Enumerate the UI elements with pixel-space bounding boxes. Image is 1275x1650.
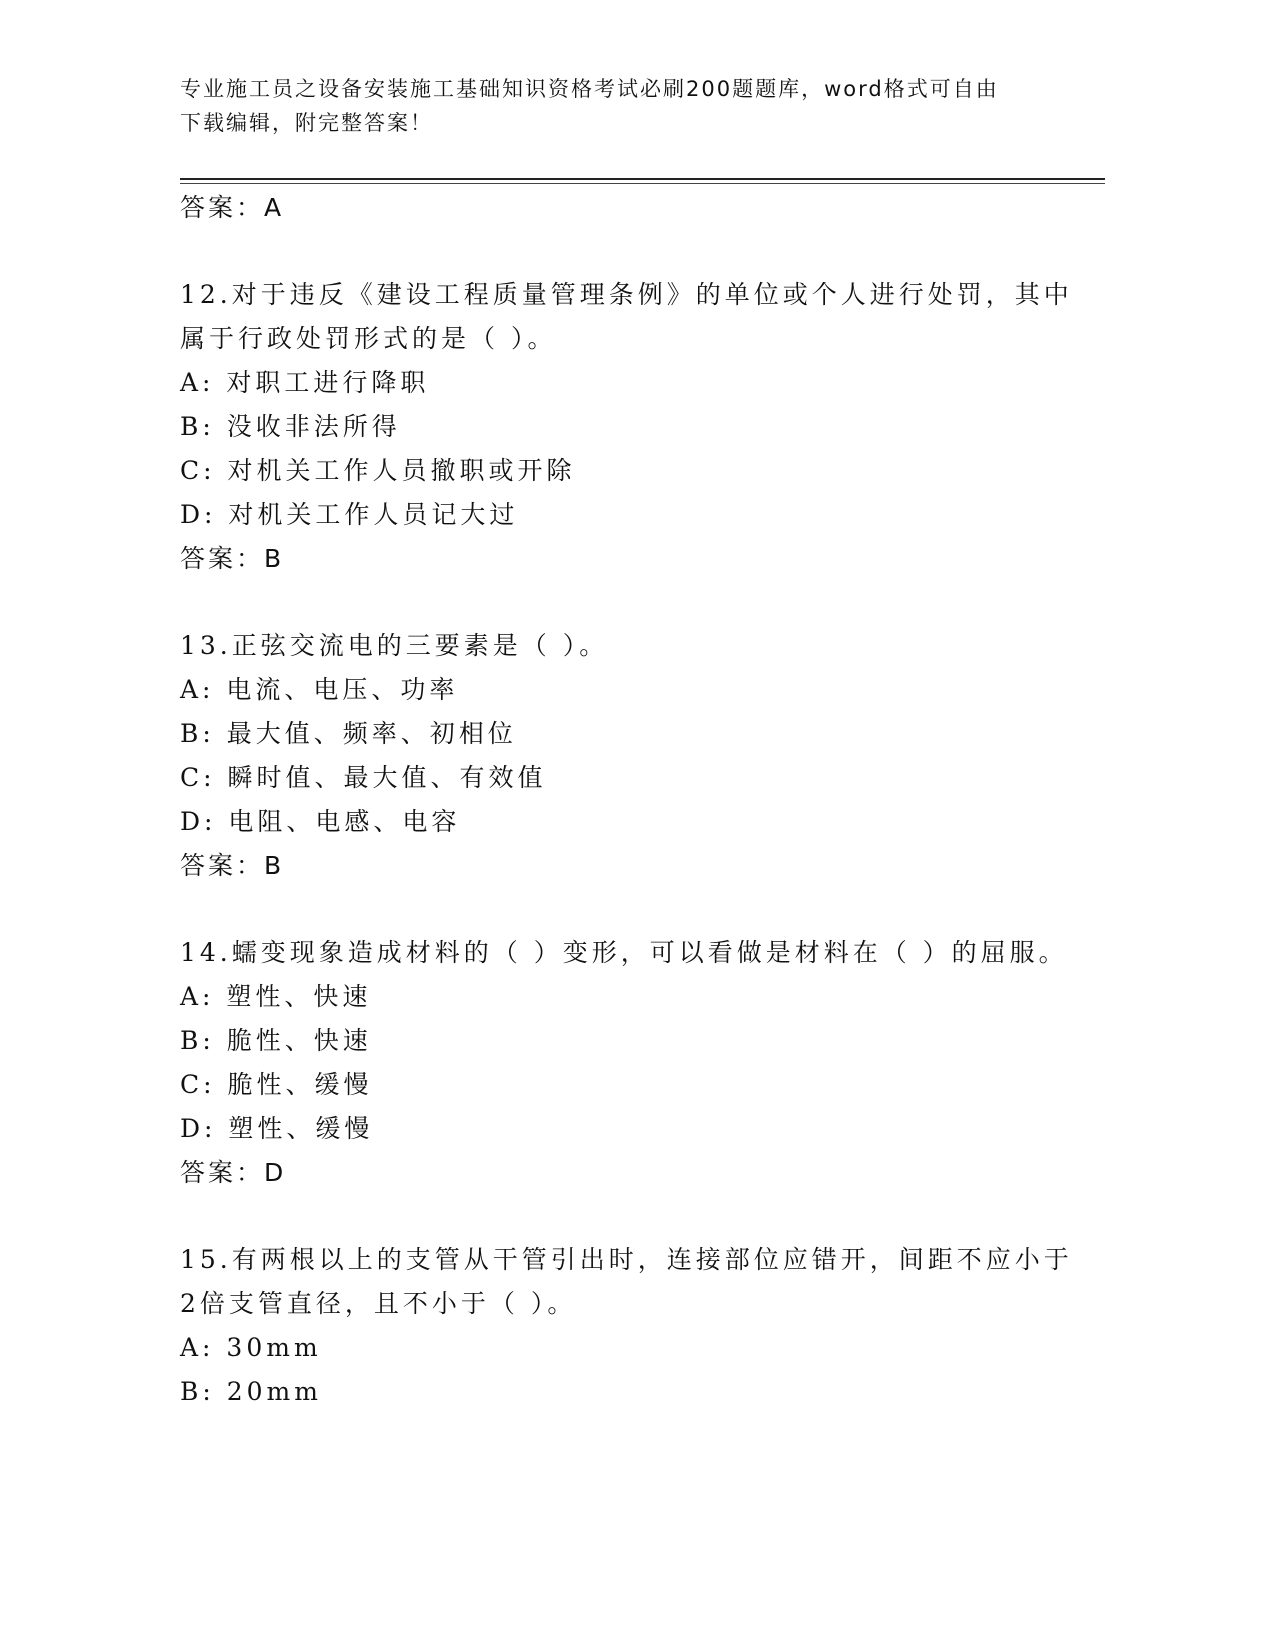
question-stem-line: 14.蠕变现象造成材料的（ ）变形，可以看做是材料在（ ）的屈服。 — [180, 938, 1068, 967]
option-b: B: 20mm — [180, 1377, 322, 1406]
answer-line: 答案：B — [180, 851, 285, 880]
header-divider-thin — [180, 183, 1105, 184]
option-b: B: 最大值、频率、初相位 — [180, 719, 517, 748]
question-15 — [180, 1238, 1080, 1414]
option-a: A: 电流、电压、功率 — [180, 675, 459, 704]
question-14 — [180, 931, 1080, 1195]
question-12 — [180, 273, 1080, 581]
header-line-2: 下载编辑，附完整答案！ — [180, 111, 433, 135]
question-list — [180, 186, 1080, 1414]
option-c: C: 脆性、缓慢 — [180, 1070, 373, 1099]
answer-line: 答案：B — [180, 544, 285, 573]
option-a: A: 塑性、快速 — [180, 982, 372, 1011]
question-stem-line: 13.正弦交流电的三要素是（ ）。 — [180, 631, 609, 660]
answer-line: 答案：A — [180, 193, 285, 222]
option-c: C: 对机关工作人员撤职或开除 — [180, 456, 576, 485]
option-b: B: 脆性、快速 — [180, 1026, 372, 1055]
option-d: D: 电阻、电感、电容 — [180, 807, 461, 836]
option-a: A: 对职工进行降职 — [180, 368, 430, 397]
header-line-1: 专业施工员之设备安装施工基础知识资格考试必刷200题题库，word格式可自由 — [180, 77, 999, 101]
option-d: D: 塑性、缓慢 — [180, 1114, 374, 1143]
question-stem-line: 属于行政处罚形式的是（ ）。 — [180, 324, 557, 353]
option-a: A: 30mm — [180, 1333, 322, 1362]
option-c: C: 瞬时值、最大值、有效值 — [180, 763, 547, 792]
header-divider — [180, 178, 1105, 180]
question-stem-line: 15.有两根以上的支管从干管引出时，连接部位应错开，间距不应小于 — [180, 1245, 1073, 1274]
answer-line: 答案：D — [180, 1158, 287, 1187]
question-13 — [180, 624, 1080, 888]
question-stem-line: 2倍支管直径，且不小于（ ）。 — [180, 1289, 577, 1318]
document-header — [180, 72, 1040, 140]
question-stem-line: 12.对于违反《建设工程质量管理条例》的单位或个人进行处罚，其中 — [180, 280, 1073, 309]
option-b: B: 没收非法所得 — [180, 412, 401, 441]
option-d: D: 对机关工作人员记大过 — [180, 500, 519, 529]
